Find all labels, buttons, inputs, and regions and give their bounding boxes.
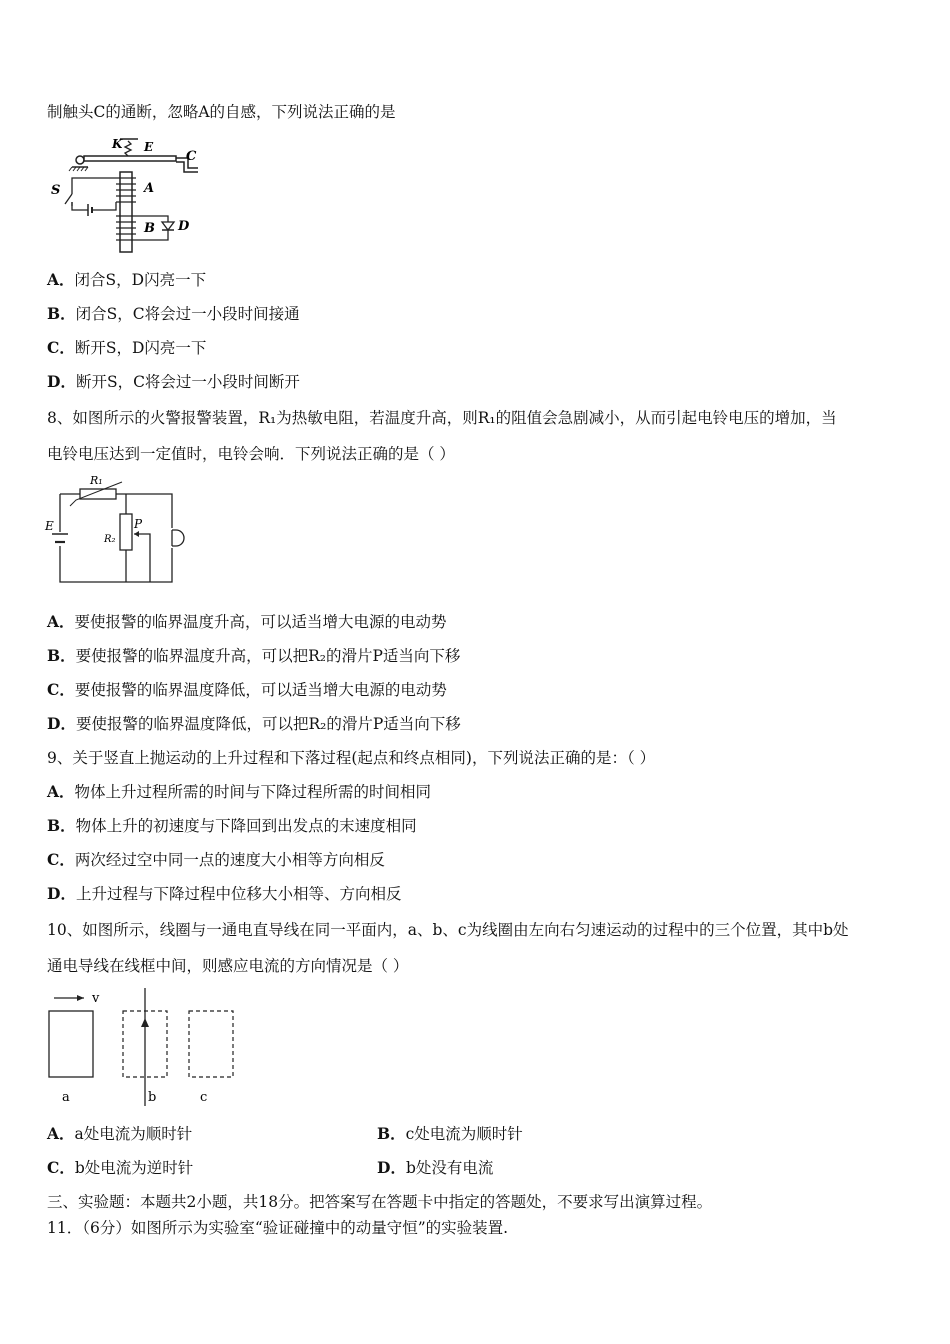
option-label: B． bbox=[47, 304, 76, 323]
q7-stem: 制触头C的通断，忽略A的自感，下列说法正确的是 bbox=[47, 103, 396, 121]
label-R1: R₁ bbox=[90, 474, 103, 487]
label-A: A bbox=[144, 181, 155, 196]
label-R2: R₂ bbox=[104, 534, 116, 545]
label-S: S bbox=[51, 183, 61, 198]
label-a: a bbox=[62, 1090, 70, 1105]
option-text: 要使报警的临界温度升高，可以适当增大电源的电动势 bbox=[74, 613, 447, 631]
option-label: A． bbox=[47, 1124, 75, 1143]
q7-option-d[interactable] bbox=[47, 372, 300, 392]
option-text: b处没有电流 bbox=[405, 1159, 494, 1177]
option-label: C． bbox=[47, 680, 75, 699]
q11-stem: 11．（6分）如图所示为实验室“验证碰撞中的动量守恒”的实验装置. bbox=[47, 1219, 509, 1237]
q10-stem-line1: 10、如图所示，线圈与一通电直导线在同一平面内，a、b、c为线圈由左向右匀速运动的过程中的三个位置，其中b处 bbox=[47, 921, 849, 939]
q7-option-a[interactable] bbox=[47, 270, 206, 290]
q10-option-c[interactable] bbox=[47, 1158, 193, 1178]
q8-option-b[interactable] bbox=[47, 646, 460, 666]
q7-option-b[interactable] bbox=[47, 304, 300, 324]
option-text: 要使报警的临界温度降低，可以把R₂的滑片P适当向下移 bbox=[75, 715, 461, 733]
label-D: D bbox=[178, 219, 190, 234]
option-label: D． bbox=[47, 714, 76, 733]
q8-figure-alarm-circuit bbox=[40, 472, 200, 588]
option-text: 要使报警的临界温度升高，可以把R₂的滑片P适当向下移 bbox=[75, 647, 461, 665]
option-text: a处电流为顺时针 bbox=[74, 1125, 193, 1143]
label-c: c bbox=[200, 1090, 208, 1105]
q9-option-c[interactable] bbox=[47, 850, 385, 870]
option-label: B． bbox=[377, 1124, 406, 1143]
label-v: v bbox=[92, 991, 100, 1006]
option-text: 两次经过空中同一点的速度大小相等方向相反 bbox=[74, 851, 385, 869]
q9-stem: 9、关于竖直上抛运动的上升过程和下落过程(起点和终点相同)，下列说法正确的是：（ ） bbox=[47, 749, 656, 767]
q8-option-d[interactable] bbox=[47, 714, 461, 734]
q9-option-d[interactable] bbox=[47, 884, 401, 904]
q10-option-d[interactable] bbox=[377, 1158, 493, 1178]
q10-option-b[interactable] bbox=[377, 1124, 523, 1144]
option-text: 断开S，D闪亮一下 bbox=[74, 339, 207, 357]
label-K: K bbox=[112, 137, 123, 151]
label-b: b bbox=[148, 1090, 157, 1105]
section3-heading: 三、实验题：本题共2小题，共18分。把答案写在答题卡中指定的答题处，不要求写出演算过程。 bbox=[47, 1193, 713, 1211]
option-text: 物体上升的初速度与下降回到出发点的末速度相同 bbox=[75, 817, 417, 835]
option-text: c处电流为顺时针 bbox=[405, 1125, 523, 1143]
label-E: E bbox=[144, 140, 154, 154]
option-text: 上升过程与下降过程中位移大小相等、方向相反 bbox=[75, 885, 402, 903]
option-label: A． bbox=[47, 782, 75, 801]
option-label: D． bbox=[377, 1158, 406, 1177]
option-label: C． bbox=[47, 850, 75, 869]
q8-stem-line1: 8、如图所示的火警报警装置，R₁为热敏电阻，若温度升高，则R₁的阻值会急剧减小，从而引起电铃电压的增加，当 bbox=[47, 409, 837, 427]
q9-option-a[interactable] bbox=[47, 782, 431, 802]
q7-figure-relay-circuit bbox=[48, 134, 208, 256]
option-label: B． bbox=[47, 816, 76, 835]
q10-option-a[interactable] bbox=[47, 1124, 192, 1144]
option-label: B． bbox=[47, 646, 76, 665]
q9-option-b[interactable] bbox=[47, 816, 417, 836]
option-label: A． bbox=[47, 270, 75, 289]
option-text: b处电流为逆时针 bbox=[74, 1159, 194, 1177]
q8-option-c[interactable] bbox=[47, 680, 447, 700]
q8-option-a[interactable] bbox=[47, 612, 447, 632]
label-C: C bbox=[186, 149, 197, 164]
option-label: D． bbox=[47, 372, 76, 391]
q10-figure-coil-positions bbox=[44, 988, 244, 1106]
q10-stem-line2: 通电导线在线框中间，则感应电流的方向情况是（ ） bbox=[47, 957, 409, 975]
option-label: C． bbox=[47, 338, 75, 357]
option-label: C． bbox=[47, 1158, 75, 1177]
label-B: B bbox=[144, 221, 155, 236]
option-text: 闭合S，C将会过一小段时间接通 bbox=[75, 305, 300, 323]
option-text: 要使报警的临界温度降低，可以适当增大电源的电动势 bbox=[74, 681, 447, 699]
q8-stem-line2: 电铃电压达到一定值时，电铃会响．下列说法正确的是（ ） bbox=[47, 445, 455, 463]
label-P: P bbox=[134, 517, 143, 531]
option-label: A． bbox=[47, 612, 75, 631]
option-text: 闭合S，D闪亮一下 bbox=[74, 271, 207, 289]
option-text: 物体上升过程所需的时间与下降过程所需的时间相同 bbox=[74, 783, 432, 801]
option-label: D． bbox=[47, 884, 76, 903]
q7-option-c[interactable] bbox=[47, 338, 206, 358]
label-E: E bbox=[45, 519, 54, 533]
option-text: 断开S，C将会过一小段时间断开 bbox=[75, 373, 300, 391]
